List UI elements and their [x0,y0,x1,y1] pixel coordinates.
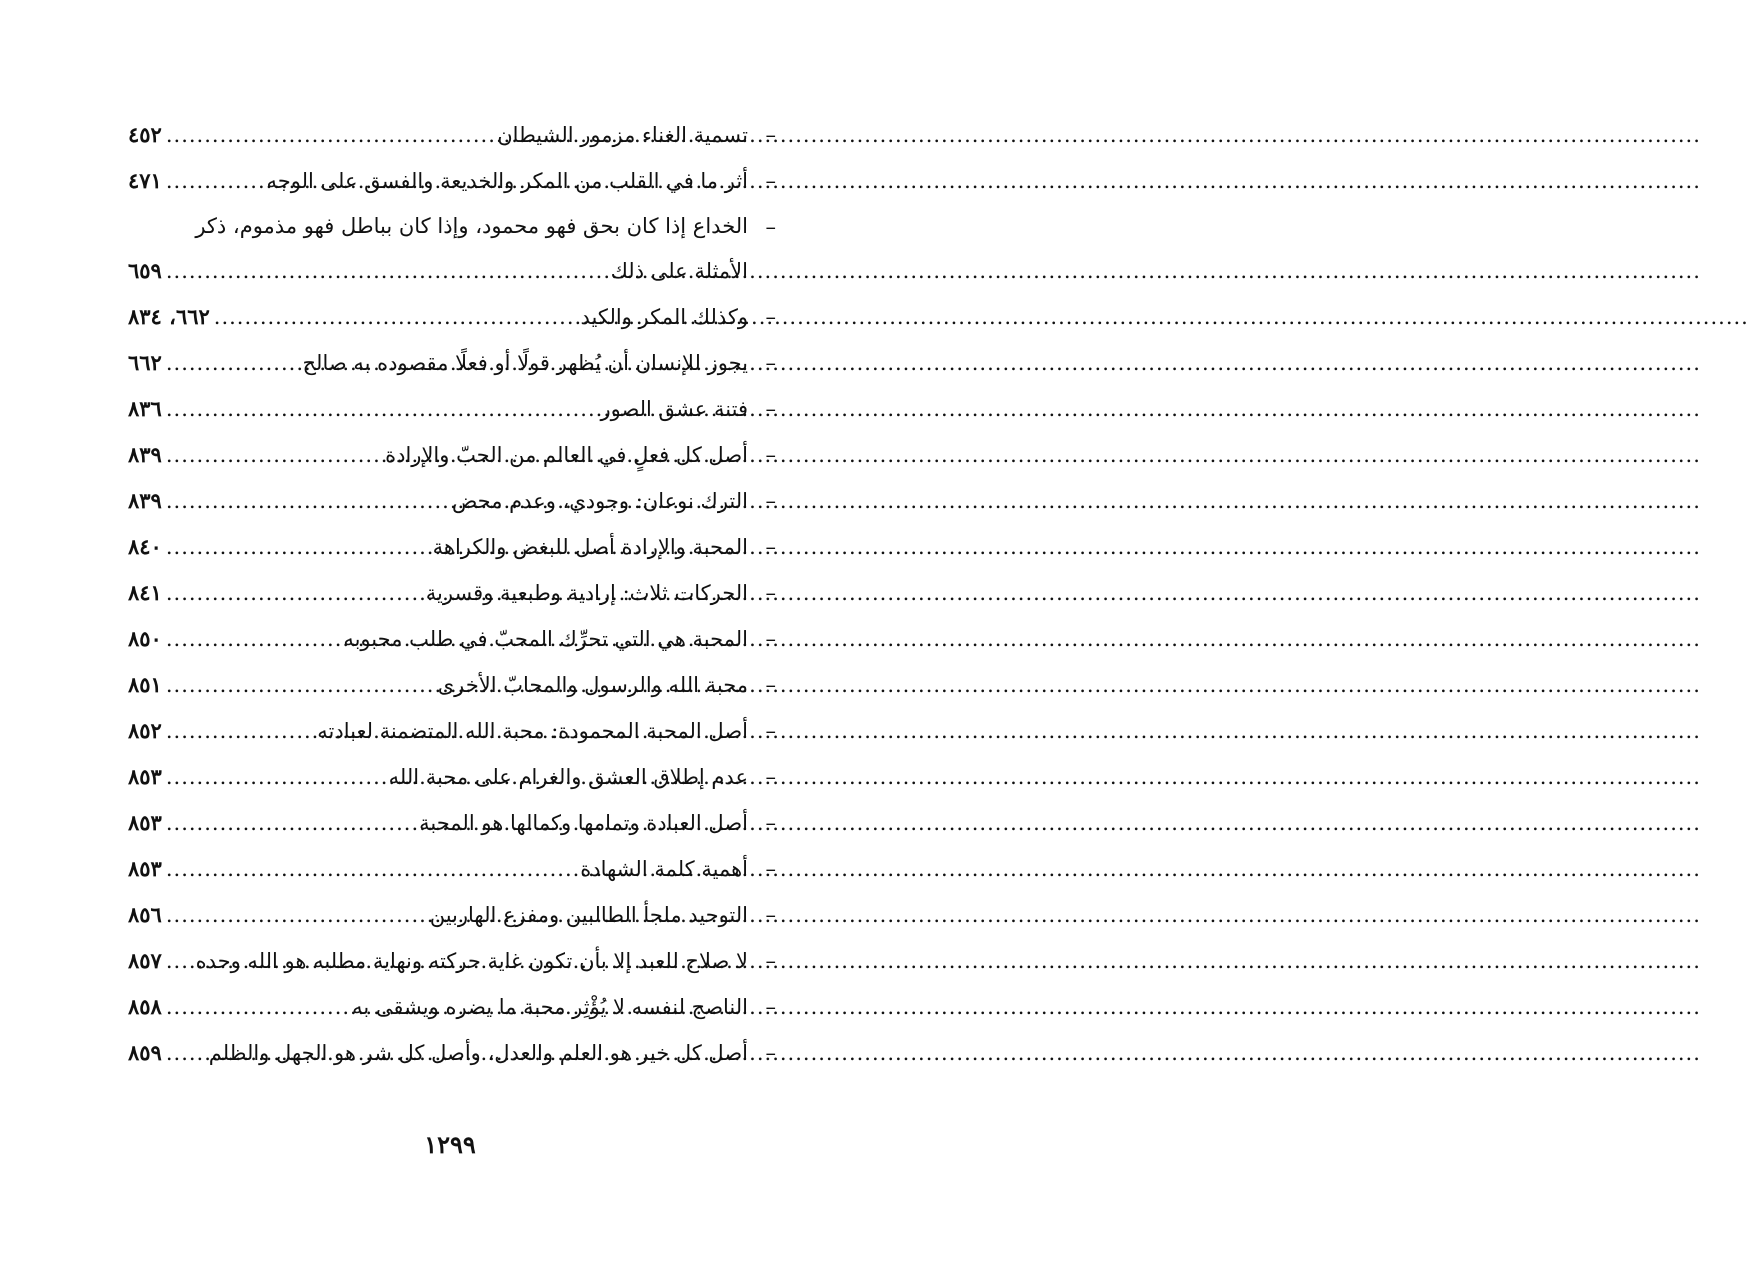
entry-dash: – [765,581,776,605]
entry-page: ٨٤١ [128,580,162,605]
entry-text: فتنة عشق الصور [600,397,748,421]
index-entry [128,892,776,938]
entry-page: ٨٥٦ [128,902,162,927]
entry-text: الحركات ثلاث: إرادية وطبعية وقسرية [425,581,748,605]
entry-dash: – [765,305,776,329]
entry-text: الأمثلة على ذلك [610,259,748,283]
entry-page: ٦٦٢ [128,350,162,375]
entry-page: ٦٦٢، ٨٣٤ [128,304,210,329]
index-entry [128,112,776,158]
leader-dots [166,616,339,662]
leader-dots [166,1030,205,1076]
entry-page: ٨٣٩ [128,442,162,467]
entry-dash: – [765,1041,776,1065]
entry-page: ٨٥٣ [128,856,162,881]
entry-text-line1: الخداع إذا كان بحق فهو محمود، وإذا كان بباطل فهو مذموم، ذكر [195,214,748,238]
index-entry [128,984,776,1030]
entry-dash: – [765,489,776,513]
entry-text: المحبة والإرادة أصل للبغض والكراهة [432,535,748,559]
entry-dash: – [765,535,776,559]
entry-page: ٨٣٦ [128,396,162,421]
entry-text: تسمية الغناء مزمور الشيطان [497,123,748,147]
entry-dash: – [765,949,776,973]
entry-text: أصل كل فعلٍ في العالم من الحبّ والإرادة [385,443,748,467]
entry-dash: – [765,673,776,697]
leader-dots [166,938,192,984]
entry-dash: – [765,351,776,375]
index-entry [128,662,776,708]
leader-dots [166,570,422,616]
index-entry [128,386,776,432]
entry-text: يجوز للإنسان أن يُظهر قولًا أو فعلًا مقصوده به صالح [302,351,748,375]
index-entry [128,708,776,754]
leader-dots [166,248,607,294]
entry-dash: – [765,811,776,835]
page-number: ١٢٩٩ [424,1130,476,1159]
leader-dots [166,112,493,158]
index-list [128,112,776,1076]
index-entry [128,1030,776,1076]
entry-page: ٤٥٢ [128,122,162,147]
leader-dots [166,846,576,892]
entry-text: أصل المحبة المحمودة: محبة الله المتضمنة لعبادته [317,719,748,743]
entry-dash: – [765,215,776,239]
entry-dash: – [765,765,776,789]
entry-dash: – [765,857,776,881]
entry-text: المحبة هي التي تحرِّك المحبّ في طلب محبوبه [343,627,748,651]
index-entry [128,616,776,662]
leader-dots [166,892,426,938]
leader-dots [166,478,448,524]
entry-page: ٨٥٧ [128,948,162,973]
leader-dots [166,984,348,1030]
index-entry [128,938,776,984]
leader-dots [166,432,381,478]
entry-page: ٨٥٣ [128,764,162,789]
entry-text: الناصح لنفسه لا يُؤْثِر محبة ما يضره ويشقى به [352,995,748,1019]
leader-dots [166,524,429,570]
entry-page: ٨٥٢ [128,718,162,743]
entry-dash: – [765,719,776,743]
entry-text: لا صلاح للعبد إلا بأن تكون غاية حركته ونهاية مطلبه هو الله وحده [195,949,748,973]
entry-page: ٨٥٨ [128,994,162,1019]
index-entry [128,570,776,616]
entry-dash: – [765,443,776,467]
entry-page: ٦٥٩ [128,258,162,283]
index-entry [128,478,776,524]
entry-page: ٨٥١ [128,672,162,697]
entry-text: عدم إطلاق العشق والغرام على محبة الله [388,765,748,789]
entry-text: أثر ما في القلب من المكر والخديعة والفسق على الوجه [266,169,748,193]
index-entry [128,158,776,204]
index-entry [128,294,776,340]
entry-text: وكذلك المكر والكيد [580,305,748,329]
index-entry [128,432,776,478]
index-entry [128,524,776,570]
leader-dots [166,708,313,754]
entry-dash: – [765,123,776,147]
leader-dots [166,340,299,386]
entry-page: ٨٥٩ [128,1040,162,1065]
entry-text: الترك نوعان: وجودي، وعدم محض [451,489,748,513]
index-entry [128,204,776,294]
entry-page: ٨٥٣ [128,810,162,835]
index-entry [128,340,776,386]
entry-text: أصل كل خير هو العلم والعدل، وأصل كل شر هو الجهل والظلم [208,1041,748,1065]
entry-text: أصل العبادة وتمامها وكمالها هو المحبة [419,811,748,835]
entry-dash: – [765,903,776,927]
index-entry [128,846,776,892]
entry-text: التوحيد ملجأ الطالبين ومفزع الهاربين [429,903,748,927]
entry-dash: – [765,627,776,651]
entry-dash: – [765,995,776,1019]
leader-dots [214,294,577,340]
entry-page: ٤٧١ [128,168,162,193]
entry-page: ٨٤٠ [128,534,162,559]
index-entry [128,800,776,846]
entry-text: أهمية كلمة الشهادة [580,857,748,881]
leader-dots [166,386,597,432]
leader-dots [166,800,415,846]
leader-dots [166,754,385,800]
leader-dots [166,158,263,204]
leader-dots [166,662,434,708]
entry-dash: – [765,397,776,421]
entry-dash: – [765,169,776,193]
entry-page: ٨٥٠ [128,626,162,651]
entry-text: محبة الله والرسول والمحابّ الأخرى [437,673,748,697]
entry-page: ٨٣٩ [128,488,162,513]
index-entry [128,754,776,800]
